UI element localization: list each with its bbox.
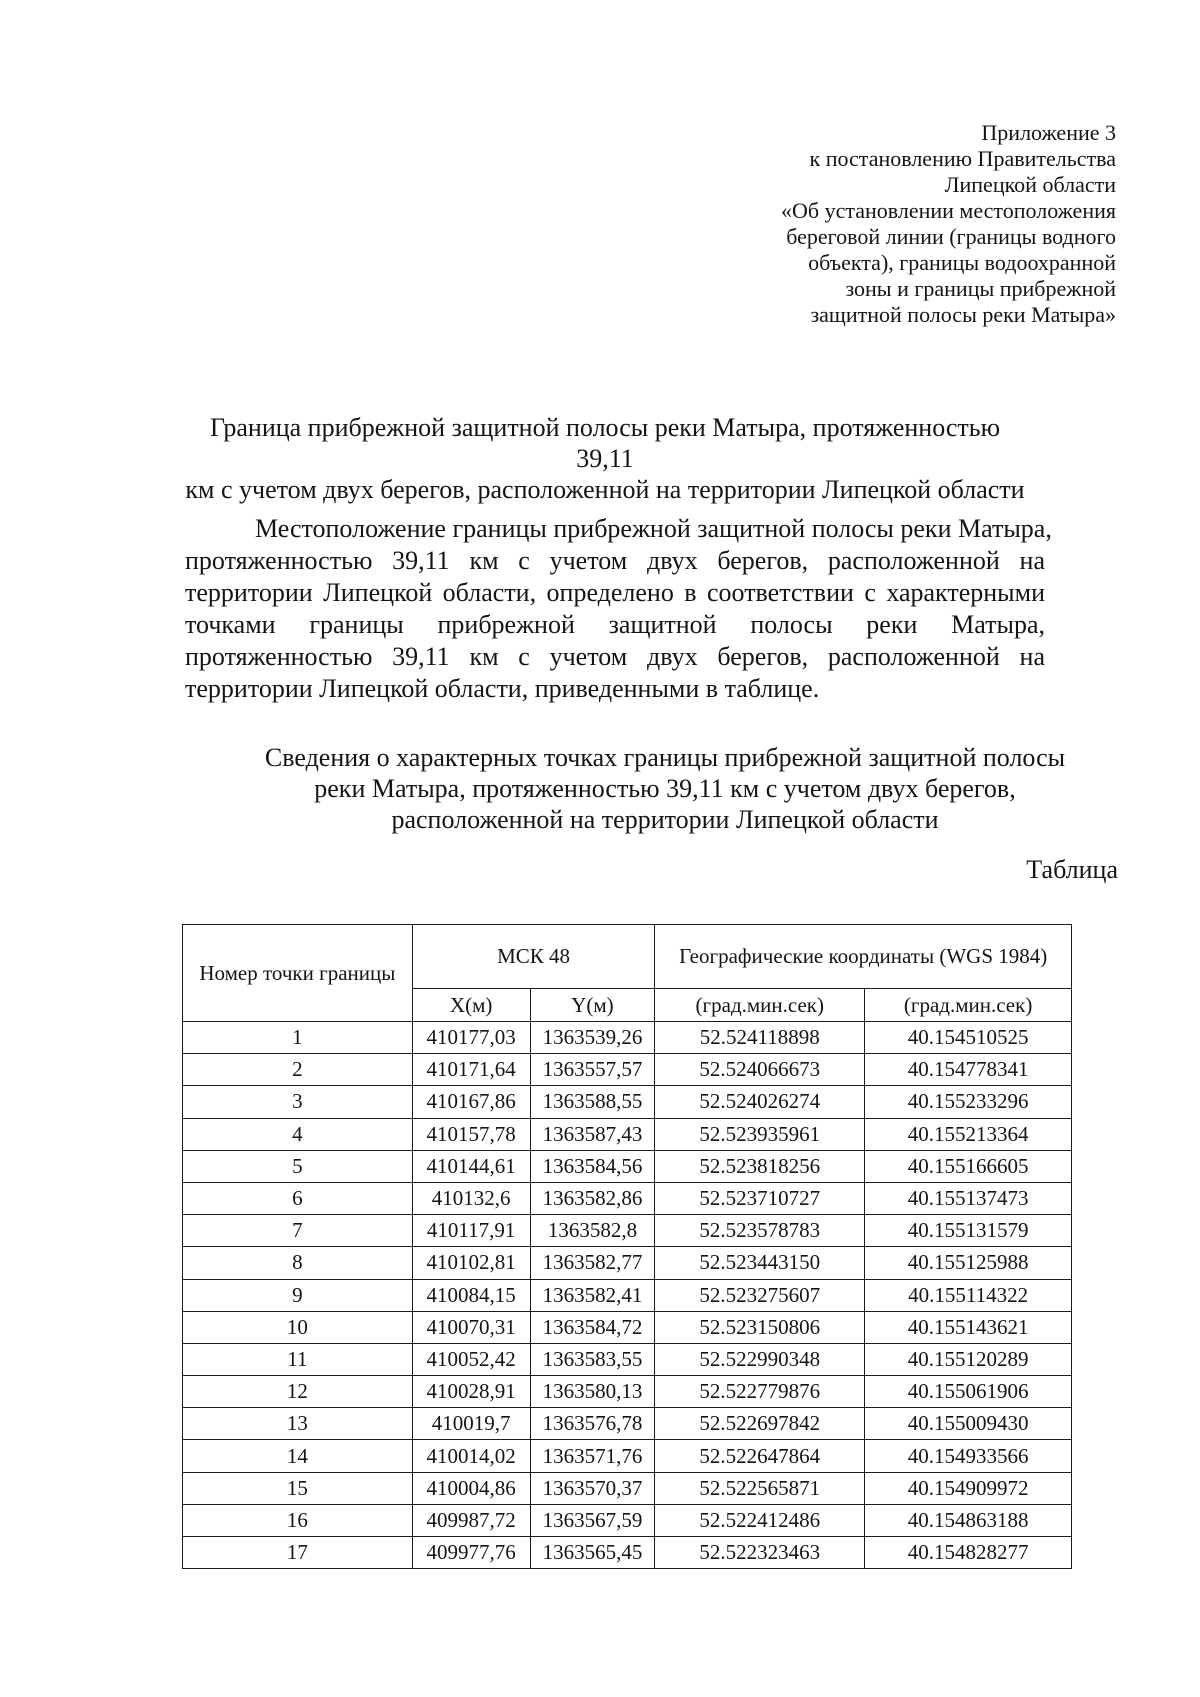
cell-point-number: 8	[183, 1247, 413, 1279]
paragraph-line: протяженностью 39,11 км с учетом двух берегов, расположенной на	[185, 546, 1045, 575]
cell-lon: 40.155114322	[865, 1279, 1072, 1311]
cell-lon: 40.155143621	[865, 1311, 1072, 1343]
cell-point-number: 14	[183, 1440, 413, 1472]
cell-y: 1363582,41	[530, 1279, 655, 1311]
cell-x: 409977,76	[412, 1537, 530, 1569]
cell-lon: 40.154863188	[865, 1504, 1072, 1536]
body-paragraph	[185, 513, 1052, 705]
cell-y: 1363587,43	[530, 1118, 655, 1150]
table-caption	[240, 742, 1090, 835]
cell-point-number: 15	[183, 1472, 413, 1504]
cell-y: 1363582,86	[530, 1182, 655, 1214]
cell-y: 1363582,77	[530, 1247, 655, 1279]
cell-lat: 52.523935961	[655, 1118, 865, 1150]
cell-point-number: 13	[183, 1408, 413, 1440]
cell-x: 410004,86	[412, 1472, 530, 1504]
paragraph-line: территории Липецкой области, приведенными в таблице.	[185, 674, 820, 703]
title-line: км с учетом двух берегов, расположенной на территории Липецкой области	[185, 475, 1025, 504]
annex-line: «Об установлении местоположения	[780, 198, 1116, 223]
cell-y: 1363557,57	[530, 1054, 655, 1086]
cell-lat: 52.524118898	[655, 1022, 865, 1054]
cell-lon: 40.155233296	[865, 1086, 1072, 1118]
table-row	[183, 1150, 1072, 1182]
cell-y: 1363584,56	[530, 1150, 655, 1182]
cell-point-number: 4	[183, 1118, 413, 1150]
cell-x: 410028,91	[412, 1376, 530, 1408]
coordinates-table-wrapper	[182, 924, 1072, 1569]
cell-lat: 52.523443150	[655, 1247, 865, 1279]
cell-point-number: 1	[183, 1022, 413, 1054]
annex-line: зоны и границы прибрежной	[845, 276, 1116, 301]
annex-header	[556, 120, 1116, 328]
cell-x: 410014,02	[412, 1440, 530, 1472]
cell-lon: 40.155125988	[865, 1247, 1072, 1279]
cell-x: 410171,64	[412, 1054, 530, 1086]
caption-line: реки Матыра, протяженностью 39,11 км с учетом двух берегов,	[314, 774, 1016, 803]
cell-point-number: 2	[183, 1054, 413, 1086]
cell-x: 410019,7	[412, 1408, 530, 1440]
cell-x: 410132,6	[412, 1182, 530, 1214]
cell-lon: 40.155213364	[865, 1118, 1072, 1150]
table-row	[183, 1472, 1072, 1504]
annex-line: Липецкой области	[944, 172, 1116, 197]
cell-lat: 52.522990348	[655, 1343, 865, 1375]
cell-y: 1363582,8	[530, 1215, 655, 1247]
table-row	[183, 1054, 1072, 1086]
cell-y: 1363576,78	[530, 1408, 655, 1440]
cell-y: 1363580,13	[530, 1376, 655, 1408]
cell-x: 410144,61	[412, 1150, 530, 1182]
cell-lat: 52.524066673	[655, 1054, 865, 1086]
cell-lon: 40.155061906	[865, 1376, 1072, 1408]
annex-line: объекта), границы водоохранной	[808, 250, 1116, 275]
caption-line: Сведения о характерных точках границы прибрежной защитной полосы	[264, 743, 1066, 772]
document-title	[180, 412, 1030, 505]
cell-x: 410070,31	[412, 1311, 530, 1343]
table-row	[183, 1311, 1072, 1343]
cell-x: 410052,42	[412, 1343, 530, 1375]
cell-y: 1363570,37	[530, 1472, 655, 1504]
table-row	[183, 1247, 1072, 1279]
cell-lon: 40.155009430	[865, 1408, 1072, 1440]
cell-x: 410157,78	[412, 1118, 530, 1150]
cell-point-number: 17	[183, 1537, 413, 1569]
cell-lon: 40.155137473	[865, 1182, 1072, 1214]
table-row	[183, 1022, 1072, 1054]
header-y: Y(м)	[530, 989, 655, 1022]
header-geo-coordinates: Географические координаты (WGS 1984)	[655, 925, 1072, 989]
cell-lat: 52.522697842	[655, 1408, 865, 1440]
cell-point-number: 10	[183, 1311, 413, 1343]
table-row	[183, 1215, 1072, 1247]
cell-lon: 40.154933566	[865, 1440, 1072, 1472]
paragraph-line: точками границы прибрежной защитной полосы реки Матыра,	[185, 610, 1045, 639]
cell-lon: 40.155166605	[865, 1150, 1072, 1182]
cell-lat: 52.522323463	[655, 1537, 865, 1569]
header-lon: (град.мин.сек)	[865, 989, 1072, 1022]
table-row	[183, 1118, 1072, 1150]
coordinates-table	[182, 924, 1072, 1569]
table-row	[183, 1376, 1072, 1408]
cell-x: 410177,03	[412, 1022, 530, 1054]
cell-lat: 52.523275607	[655, 1279, 865, 1311]
table-row	[183, 1343, 1072, 1375]
cell-x: 410084,15	[412, 1279, 530, 1311]
annex-line: береговой линии (границы водного	[786, 224, 1116, 249]
table-row	[183, 1537, 1072, 1569]
cell-y: 1363583,55	[530, 1343, 655, 1375]
cell-lat: 52.523150806	[655, 1311, 865, 1343]
caption-line: расположенной на территории Липецкой области	[391, 805, 939, 834]
table-row	[183, 1440, 1072, 1472]
cell-point-number: 6	[183, 1182, 413, 1214]
annex-line: к постановлению Правительства	[809, 146, 1116, 171]
cell-x: 410117,91	[412, 1215, 530, 1247]
cell-lat: 52.522565871	[655, 1472, 865, 1504]
cell-lat: 52.523818256	[655, 1150, 865, 1182]
cell-lat: 52.524026274	[655, 1086, 865, 1118]
header-x: X(м)	[412, 989, 530, 1022]
cell-y: 1363588,55	[530, 1086, 655, 1118]
cell-point-number: 12	[183, 1376, 413, 1408]
cell-y: 1363539,26	[530, 1022, 655, 1054]
cell-x: 410102,81	[412, 1247, 530, 1279]
paragraph-line: Местоположение границы прибрежной защитной полосы реки Матыра,	[255, 514, 1052, 543]
cell-lat: 52.523710727	[655, 1182, 865, 1214]
cell-y: 1363571,76	[530, 1440, 655, 1472]
cell-lat: 52.522412486	[655, 1504, 865, 1536]
cell-lon: 40.154909972	[865, 1472, 1072, 1504]
cell-lon: 40.155120289	[865, 1343, 1072, 1375]
annex-line: защитной полосы реки Матыра»	[810, 302, 1116, 327]
cell-y: 1363565,45	[530, 1537, 655, 1569]
cell-point-number: 7	[183, 1215, 413, 1247]
table-row	[183, 1504, 1072, 1536]
cell-x: 409987,72	[412, 1504, 530, 1536]
cell-lon: 40.154778341	[865, 1054, 1072, 1086]
cell-lon: 40.155131579	[865, 1215, 1072, 1247]
header-lat: (град.мин.сек)	[655, 989, 865, 1022]
table-row	[183, 1086, 1072, 1118]
cell-x: 410167,86	[412, 1086, 530, 1118]
table-row	[183, 1182, 1072, 1214]
header-msk48: МСК 48	[412, 925, 655, 989]
annex-line: Приложение 3	[981, 120, 1116, 145]
cell-lon: 40.154828277	[865, 1537, 1072, 1569]
cell-lat: 52.522779876	[655, 1376, 865, 1408]
cell-point-number: 11	[183, 1343, 413, 1375]
cell-y: 1363584,72	[530, 1311, 655, 1343]
header-point-number: Номер точки границы	[183, 925, 413, 1022]
cell-point-number: 16	[183, 1504, 413, 1536]
cell-lat: 52.522647864	[655, 1440, 865, 1472]
cell-point-number: 3	[183, 1086, 413, 1118]
table-body	[183, 1022, 1072, 1569]
table-row	[183, 1408, 1072, 1440]
table-row	[183, 1279, 1072, 1311]
cell-point-number: 9	[183, 1279, 413, 1311]
cell-point-number: 5	[183, 1150, 413, 1182]
title-line: Граница прибрежной защитной полосы реки Матыра, протяженностью 39,11	[209, 413, 1001, 473]
paragraph-line: территории Липецкой области, определено в соответствии с характерными	[185, 578, 1045, 607]
paragraph-line: протяженностью 39,11 км с учетом двух берегов, расположенной на	[185, 642, 1045, 671]
table-label: Таблица	[1026, 855, 1118, 884]
cell-y: 1363567,59	[530, 1504, 655, 1536]
cell-lat: 52.523578783	[655, 1215, 865, 1247]
cell-lon: 40.154510525	[865, 1022, 1072, 1054]
